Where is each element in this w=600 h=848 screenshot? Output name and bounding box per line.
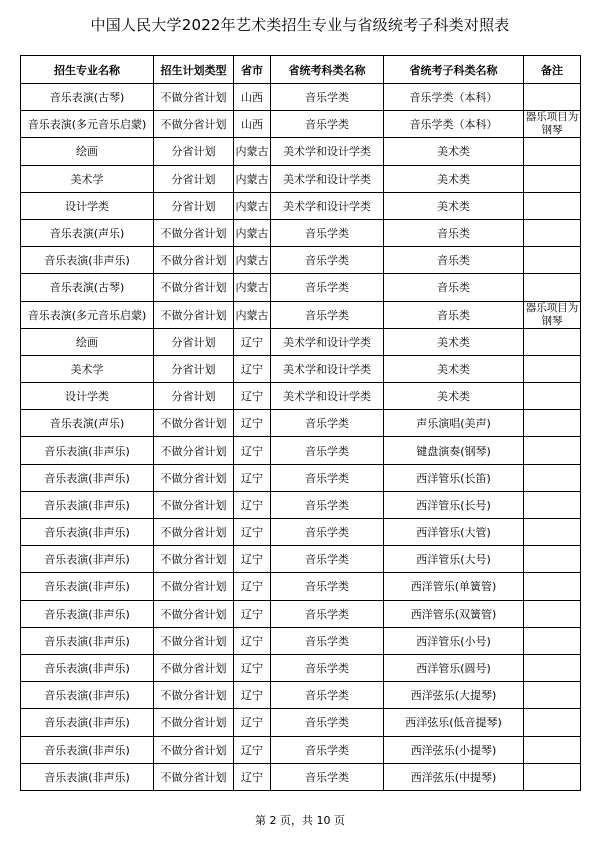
cell-plan-type: 不做分省计划 [154,682,234,709]
cell-exam-category: 音乐学类 [271,247,384,274]
cell-remarks [524,519,581,546]
cell-major-name: 音乐表演(非声乐) [21,654,154,681]
cell-exam-category: 音乐学类 [271,437,384,464]
cell-plan-type: 不做分省计划 [154,219,234,246]
cell-major-name: 音乐表演(非声乐) [21,546,154,573]
cell-exam-subcategory: 美术类 [384,165,524,192]
cell-exam-subcategory: 西洋管乐(长号) [384,491,524,518]
table-row [21,192,581,219]
cell-exam-category: 音乐学类 [271,464,384,491]
cell-plan-type: 不做分省计划 [154,546,234,573]
cell-exam-subcategory: 音乐类 [384,219,524,246]
cell-remarks [524,165,581,192]
cell-province: 辽宁 [234,383,271,410]
table-row [21,111,581,138]
cell-exam-category: 音乐学类 [271,763,384,790]
table-row [21,546,581,573]
cell-plan-type: 分省计划 [154,328,234,355]
cell-exam-subcategory: 声乐演唱(美声) [384,410,524,437]
cell-major-name: 音乐表演(非声乐) [21,627,154,654]
cell-exam-subcategory: 音乐类 [384,301,524,328]
cell-province: 辽宁 [234,573,271,600]
cell-province: 山西 [234,111,271,138]
cell-remarks [524,192,581,219]
cell-province: 辽宁 [234,654,271,681]
table-row [21,736,581,763]
cell-exam-category: 音乐学类 [271,573,384,600]
cell-exam-category: 美术学和设计学类 [271,192,384,219]
document-title: 中国人民大学2022年艺术类招生专业与省级统考子科类对照表 [90,16,510,34]
table-row [21,437,581,464]
cell-remarks [524,274,581,301]
cell-major-name: 音乐表演(非声乐) [21,437,154,464]
cell-plan-type: 不做分省计划 [154,654,234,681]
cell-exam-subcategory: 西洋弦乐(小提琴) [384,736,524,763]
cell-remarks [524,464,581,491]
cell-remarks [524,219,581,246]
cell-plan-type: 不做分省计划 [154,437,234,464]
cell-remarks [524,247,581,274]
cell-major-name: 音乐表演(声乐) [21,219,154,246]
cell-exam-subcategory: 美术类 [384,138,524,165]
cell-major-name: 音乐表演(非声乐) [21,709,154,736]
cell-exam-subcategory: 西洋弦乐(大提琴) [384,682,524,709]
cell-province: 辽宁 [234,355,271,382]
cell-plan-type: 不做分省计划 [154,763,234,790]
cell-exam-category: 美术学和设计学类 [271,328,384,355]
cell-exam-subcategory: 音乐学类（本科） [384,111,524,138]
cell-province: 辽宁 [234,328,271,355]
cell-remarks [524,546,581,573]
table-row [21,519,581,546]
cell-remarks [524,383,581,410]
cell-plan-type: 不做分省计划 [154,627,234,654]
cell-remarks: 器乐项目为钢琴 [524,301,581,328]
cell-exam-subcategory: 西洋管乐(圆号) [384,654,524,681]
cell-exam-category: 美术学和设计学类 [271,138,384,165]
cell-exam-subcategory: 音乐类 [384,247,524,274]
table-row [21,709,581,736]
cell-province: 辽宁 [234,519,271,546]
cell-plan-type: 不做分省计划 [154,410,234,437]
cell-exam-category: 音乐学类 [271,600,384,627]
cell-major-name: 音乐表演(非声乐) [21,736,154,763]
table-header-row [21,56,581,84]
cell-province: 内蒙古 [234,192,271,219]
cell-major-name: 绘画 [21,138,154,165]
table-row [21,355,581,382]
table-row [21,763,581,790]
cell-plan-type: 分省计划 [154,165,234,192]
table-row [21,328,581,355]
cell-remarks [524,600,581,627]
cell-remarks [524,736,581,763]
header-province: 省市 [234,56,271,84]
cell-exam-category: 音乐学类 [271,709,384,736]
cell-plan-type: 分省计划 [154,138,234,165]
cell-province: 内蒙古 [234,219,271,246]
cell-remarks [524,328,581,355]
header-major-name: 招生专业名称 [21,56,154,84]
cell-plan-type: 不做分省计划 [154,519,234,546]
cell-plan-type: 不做分省计划 [154,736,234,763]
cell-exam-category: 音乐学类 [271,274,384,301]
cell-province: 山西 [234,84,271,111]
cell-major-name: 音乐表演(多元音乐启蒙) [21,111,154,138]
table-body [21,84,581,791]
cell-major-name: 音乐表演(多元音乐启蒙) [21,301,154,328]
cell-province: 内蒙古 [234,138,271,165]
cell-exam-category: 美术学和设计学类 [271,383,384,410]
cell-province: 辽宁 [234,600,271,627]
cell-province: 内蒙古 [234,301,271,328]
cell-province: 辽宁 [234,410,271,437]
cell-exam-subcategory: 美术类 [384,192,524,219]
cell-exam-subcategory: 西洋弦乐(低音提琴) [384,709,524,736]
cell-remarks [524,573,581,600]
table-row [21,138,581,165]
cell-remarks [524,709,581,736]
cell-major-name: 音乐表演(非声乐) [21,464,154,491]
cell-major-name: 美术学 [21,355,154,382]
cell-province: 辽宁 [234,682,271,709]
cell-exam-category: 音乐学类 [271,491,384,518]
cell-province: 辽宁 [234,491,271,518]
cell-remarks [524,84,581,111]
table-row [21,464,581,491]
table-row [21,84,581,111]
cell-plan-type: 分省计划 [154,355,234,382]
cell-exam-category: 音乐学类 [271,410,384,437]
cell-plan-type: 不做分省计划 [154,274,234,301]
header-exam-category: 省统考科类名称 [271,56,384,84]
header-plan-type: 招生计划类型 [154,56,234,84]
header-remarks: 备注 [524,56,581,84]
cell-province: 辽宁 [234,464,271,491]
table-row [21,682,581,709]
table-row [21,600,581,627]
cell-exam-category: 音乐学类 [271,627,384,654]
cell-province: 辽宁 [234,709,271,736]
cell-exam-subcategory: 音乐类 [384,274,524,301]
cell-plan-type: 分省计划 [154,192,234,219]
cell-plan-type: 分省计划 [154,383,234,410]
cell-plan-type: 不做分省计划 [154,111,234,138]
page-footer: 第 2 页，共 10 页 [255,814,345,827]
cell-exam-subcategory: 西洋管乐(双簧管) [384,600,524,627]
cell-remarks [524,410,581,437]
cell-major-name: 音乐表演(非声乐) [21,247,154,274]
cell-exam-subcategory: 西洋管乐(单簧管) [384,573,524,600]
cell-major-name: 音乐表演(古琴) [21,274,154,301]
cell-exam-subcategory: 音乐学类（本科） [384,84,524,111]
cell-exam-category: 美术学和设计学类 [271,355,384,382]
cell-exam-subcategory: 西洋管乐(大管) [384,519,524,546]
mapping-table [20,55,581,791]
cell-major-name: 音乐表演(非声乐) [21,491,154,518]
cell-exam-category: 音乐学类 [271,519,384,546]
cell-remarks [524,437,581,464]
cell-exam-subcategory: 西洋管乐(大号) [384,546,524,573]
cell-plan-type: 不做分省计划 [154,84,234,111]
cell-exam-subcategory: 美术类 [384,328,524,355]
cell-remarks [524,627,581,654]
cell-exam-subcategory: 西洋管乐(长笛) [384,464,524,491]
cell-major-name: 音乐表演(声乐) [21,410,154,437]
table-row [21,491,581,518]
cell-remarks [524,355,581,382]
cell-major-name: 音乐表演(非声乐) [21,600,154,627]
table-row [21,627,581,654]
cell-major-name: 音乐表演(非声乐) [21,519,154,546]
cell-remarks: 器乐项目为钢琴 [524,111,581,138]
cell-remarks [524,654,581,681]
cell-exam-category: 音乐学类 [271,654,384,681]
cell-exam-subcategory: 美术类 [384,355,524,382]
cell-major-name: 设计学类 [21,383,154,410]
table-row [21,274,581,301]
cell-plan-type: 不做分省计划 [154,464,234,491]
cell-major-name: 绘画 [21,328,154,355]
cell-province: 辽宁 [234,627,271,654]
cell-major-name: 音乐表演(非声乐) [21,763,154,790]
cell-exam-category: 音乐学类 [271,736,384,763]
cell-plan-type: 不做分省计划 [154,600,234,627]
cell-province: 辽宁 [234,763,271,790]
table-row [21,654,581,681]
cell-major-name: 美术学 [21,165,154,192]
cell-major-name: 音乐表演(非声乐) [21,682,154,709]
cell-exam-subcategory: 美术类 [384,383,524,410]
cell-exam-subcategory: 西洋管乐(小号) [384,627,524,654]
table-row [21,219,581,246]
cell-remarks [524,138,581,165]
header-exam-subcategory: 省统考子科类名称 [384,56,524,84]
cell-province: 内蒙古 [234,165,271,192]
table-row [21,301,581,328]
cell-province: 辽宁 [234,546,271,573]
cell-plan-type: 不做分省计划 [154,491,234,518]
cell-province: 内蒙古 [234,247,271,274]
cell-plan-type: 不做分省计划 [154,247,234,274]
cell-exam-category: 音乐学类 [271,546,384,573]
cell-exam-subcategory: 西洋弦乐(中提琴) [384,763,524,790]
cell-major-name: 音乐表演(非声乐) [21,573,154,600]
cell-major-name: 音乐表演(古琴) [21,84,154,111]
cell-plan-type: 不做分省计划 [154,709,234,736]
cell-exam-category: 音乐学类 [271,682,384,709]
cell-exam-category: 音乐学类 [271,111,384,138]
table-row [21,573,581,600]
table-row [21,165,581,192]
cell-exam-category: 美术学和设计学类 [271,165,384,192]
cell-remarks [524,763,581,790]
cell-major-name: 设计学类 [21,192,154,219]
cell-exam-category: 音乐学类 [271,301,384,328]
cell-exam-category: 音乐学类 [271,219,384,246]
cell-province: 辽宁 [234,437,271,464]
cell-remarks [524,682,581,709]
cell-province: 辽宁 [234,736,271,763]
table-row [21,410,581,437]
cell-exam-category: 音乐学类 [271,84,384,111]
cell-exam-subcategory: 键盘演奏(钢琴) [384,437,524,464]
cell-province: 内蒙古 [234,274,271,301]
cell-plan-type: 不做分省计划 [154,301,234,328]
cell-remarks [524,491,581,518]
table-row [21,247,581,274]
table-row [21,383,581,410]
cell-plan-type: 不做分省计划 [154,573,234,600]
